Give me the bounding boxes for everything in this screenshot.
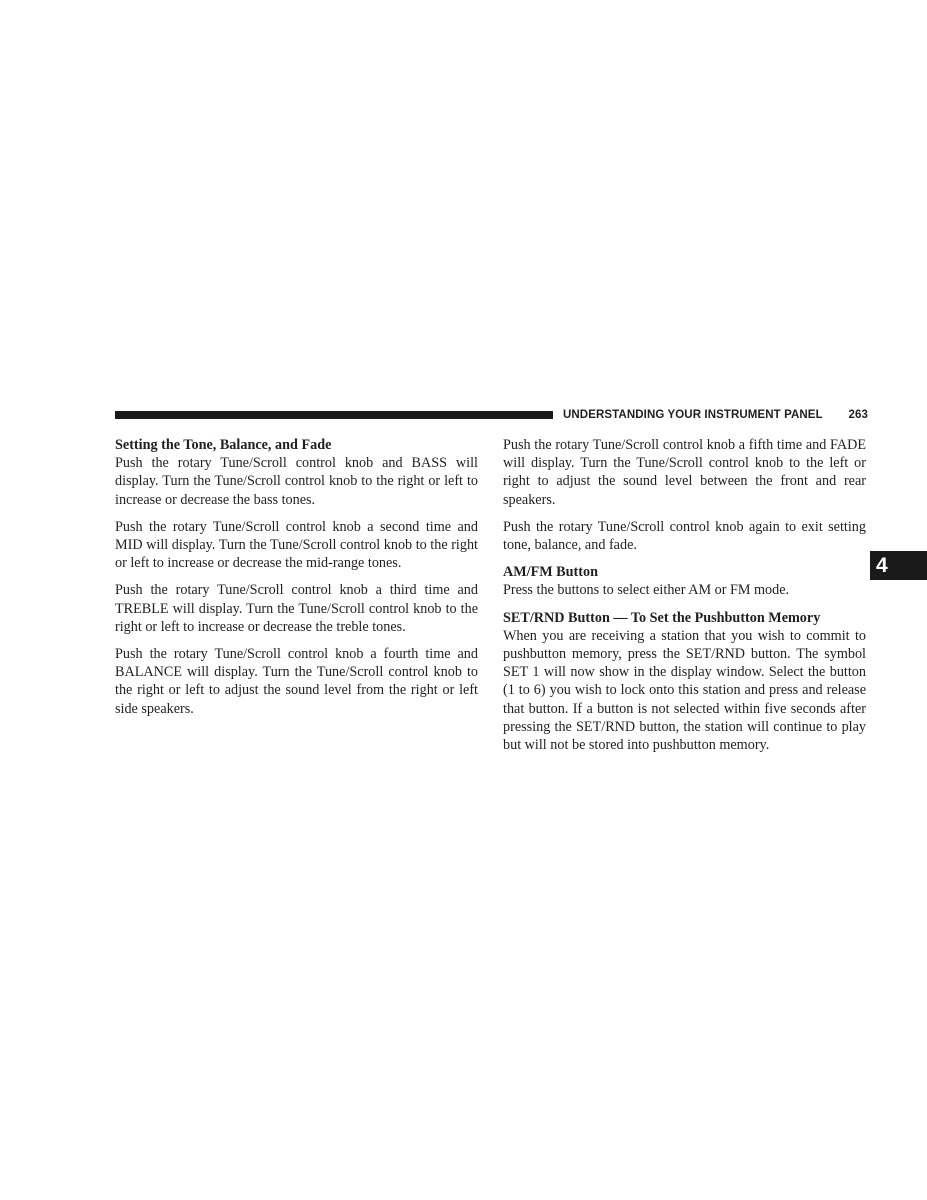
right-column [503,436,866,763]
left-column [115,436,478,727]
header-rule [115,411,553,419]
section-heading-amfm: AM/FM Button [503,564,598,581]
section-heading-setrnd: SET/RND Button — To Set the Pushbutton Memory [503,609,821,626]
paragraph-balance: Push the rotary Tune/Scroll control knob a fourth time and BALANCE will display. Turn the Tune/Scroll control knob to the right or left to adjust the sound level from the right or left side speakers. [115,646,478,717]
paragraph-amfm: Press the buttons to select either AM or FM mode. [503,582,790,599]
paragraph-mid: Push the rotary Tune/Scroll control knob a second time and MID will display. Turn the Tune/Scroll control knob to the right or left to increase or decrease the mid-range tones. [115,518,478,572]
section-title: UNDERSTANDING YOUR INSTRUMENT PANEL [563,409,823,421]
section-heading-tone: Setting the Tone, Balance, and Fade [115,437,332,453]
paragraph-bass: Push the rotary Tune/Scroll control knob and BASS will display. Turn the Tune/Scroll control knob to the right or left to increase or decrease the bass tones. [115,455,478,508]
paragraph-setrnd: When you are receiving a station that you wish to commit to pushbutton memory, press the SET/RND button. The symbol SET 1 will now show in the display window. Select the button (1 to 6) you wish to lock onto this station and press and release that button. If a button is not selected within five seconds after pressing the SET/RND button, the station will continue to play but will not be stored into pushbutton memory. [503,627,866,754]
page-number: 263 [848,409,868,421]
paragraph-exit: Push the rotary Tune/Scroll control knob again to exit setting tone, balance, and fade. [503,518,866,554]
paragraph-fade: Push the rotary Tune/Scroll control knob a fifth time and FADE will display. Turn the Tune/Scroll control knob to the left or right to adjust the sound level between the front and rear speakers. [503,437,866,508]
chapter-number: 4 [876,553,888,577]
chapter-tab [870,551,927,580]
paragraph-treble: Push the rotary Tune/Scroll control knob a third time and TREBLE will display. Turn the Tune/Scroll control knob to the right or left to increase or decrease the treble tones. [115,582,478,635]
running-header [563,406,868,424]
